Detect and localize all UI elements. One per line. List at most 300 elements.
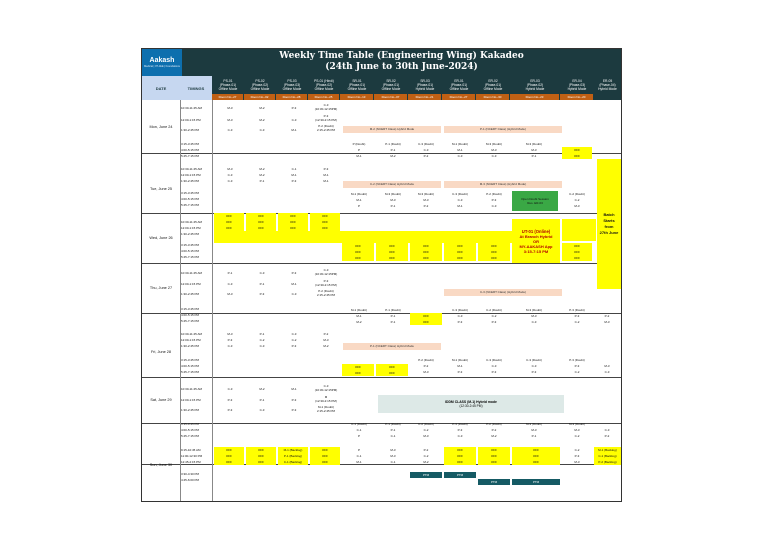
class-cell: M-3	[531, 428, 537, 432]
class-cell: C-3	[457, 434, 463, 438]
ptm-cell: PTM	[478, 479, 510, 485]
class-cell: C-3	[227, 344, 233, 348]
class-cell: P-3	[291, 344, 297, 348]
class-cell: C-2 (Doubt)	[418, 422, 434, 426]
batch-header	[212, 76, 244, 94]
title-banner	[142, 49, 621, 76]
class-cell: C-3 (Doubt)	[526, 358, 542, 362]
class-time: (12:30-2:15 PM)	[315, 118, 337, 122]
class-cell: M-3	[574, 204, 580, 208]
class-cell: M-1	[356, 154, 362, 158]
off-cell: OFF	[214, 447, 244, 453]
class-time: (10:30-12:15PM)	[314, 107, 338, 111]
class-cell: C-2	[291, 338, 297, 342]
time-slot: 10:30-11:45 AM	[181, 167, 202, 171]
class-cell: P-1	[259, 282, 265, 286]
off-cell: OFF	[478, 249, 510, 255]
backlog-cell: P-2 (Backlog)	[594, 459, 621, 465]
time-slot: 12:00-1:15 PM	[181, 338, 201, 342]
class-cell: C-2	[574, 320, 580, 324]
class-cell: P-3	[291, 271, 297, 275]
time-slot: 3:15-3:45 PM	[181, 358, 200, 362]
batch-header	[408, 76, 442, 94]
class-cell: M-1	[291, 387, 297, 391]
room-number: Room No.-21	[408, 94, 441, 100]
class-cell: P-3	[491, 370, 497, 374]
time-slot: 12:00-1:15 PM	[181, 282, 201, 286]
off-cell: OFF	[310, 453, 340, 459]
day-label: Sat, June 29	[150, 398, 172, 402]
class-cell: C-3	[604, 428, 610, 432]
class-cell: M-3	[390, 448, 396, 452]
time-slot: 3:15-3:45 PM	[181, 191, 200, 195]
class-cell: P-2 (Doubt)	[486, 422, 502, 426]
time-slot: 3:15-3:45 PM	[181, 422, 200, 426]
off-cell: OFF	[278, 225, 308, 231]
batch-header-name: ER-04	[572, 79, 582, 83]
time-slot: 10:30-11:45 AM	[181, 387, 202, 391]
batch-header-phase: (Phase-01)	[484, 83, 502, 87]
batch-header-mode: Offline Mode	[282, 87, 302, 91]
class-cell: M-3	[531, 314, 537, 318]
class-cell: C-3 (Doubt)	[452, 308, 468, 312]
class-cell: M-2	[491, 434, 497, 438]
class-cell: C-3	[531, 320, 537, 324]
time-slot: 4:00-5:15 PM	[181, 428, 200, 432]
class-cell: M-1	[457, 364, 463, 368]
class-cell: P	[357, 148, 360, 152]
class-cell: M-3	[531, 148, 537, 152]
class-cell: M-3 (Doubt)	[525, 142, 542, 146]
batch-header-phase: (Phase-01)	[416, 83, 434, 87]
time-slot: 1:30-2:45 PM	[181, 232, 200, 236]
room-number: Room No.-13	[340, 94, 373, 100]
class-cell: M-1 (Doubt)	[317, 405, 334, 409]
class-cell: C-2 (Doubt)	[486, 308, 502, 312]
class-cell: C-1	[356, 454, 362, 458]
batch-header-phase: (Phase-02)	[315, 83, 333, 87]
class-cell: M-3	[423, 434, 429, 438]
ncert-class: C-2 (NCERT Class) Hybrid Mode	[343, 181, 441, 188]
iddm-title: IDDM CLASS (M-1) Hybrid mode	[445, 400, 497, 404]
class-cell: M-3	[390, 198, 396, 202]
class-cell: P-1	[390, 314, 396, 318]
off-cell: OFF	[512, 453, 560, 459]
class-cell: P-2	[423, 154, 429, 158]
batch-header	[594, 76, 621, 94]
time-slot: 5:45-7:15 PM	[181, 434, 200, 438]
class-cell: P-3	[227, 338, 233, 342]
class-cell: M-3	[323, 338, 329, 342]
class-cell: M-3	[227, 332, 233, 336]
batch-start-note	[597, 159, 621, 289]
batch-header-phase: (Phase-03)	[568, 83, 586, 87]
class-cell: P-2 (Doubt)	[418, 358, 434, 362]
off-cell: OFF	[410, 319, 442, 325]
unit-test-time: 3:15-7:15 PM	[523, 248, 549, 254]
class-cell: C-3	[457, 198, 463, 202]
room-number: Room No.-27	[212, 94, 243, 100]
class-cell: C-2	[574, 370, 580, 374]
batch-note-line: 27th June	[599, 230, 619, 235]
ncert-class: P-1 (NCERT Class) (Hybrid Mode)	[444, 126, 562, 133]
open-doubt-title: Open Doubt Session	[521, 197, 549, 201]
class-cell: M-1	[356, 198, 362, 202]
off-cell: OFF	[342, 243, 374, 249]
class-cell: C-3	[227, 128, 233, 132]
class-cell: C-2	[574, 448, 580, 452]
class-cell: P-2	[604, 314, 610, 318]
class-cell: C-2	[491, 314, 497, 318]
logo-subtext: Medical | IIT-JEE | Foundations	[144, 65, 180, 68]
unit-test-line: OR	[533, 238, 539, 244]
batch-note-line: Starts	[603, 218, 615, 223]
class-cell: M-1	[291, 128, 297, 132]
batch-header-mode: Offline Mode	[314, 87, 334, 91]
class-cell: C-3	[423, 148, 429, 152]
off-cell: OFF	[376, 364, 408, 370]
logo-text: Aakash	[149, 57, 175, 64]
batch-note-line: from	[604, 224, 614, 229]
off-cell: OFF	[444, 459, 476, 465]
off-cell: OFF	[214, 219, 244, 225]
off-cell: OFF	[444, 447, 476, 453]
class-cell: M-2	[423, 460, 429, 464]
day-label: Thu, June 27	[149, 286, 173, 290]
class-cell: C-2	[423, 454, 429, 458]
class-cell: P-3	[259, 292, 265, 296]
batch-header-phase: (Phase-01)	[219, 83, 237, 87]
class-cell: C-3 (Doubt)	[418, 142, 434, 146]
batch-header-mode: Hybrid Mode	[525, 87, 545, 91]
class-cell: P-3	[227, 408, 233, 412]
day-label: Mon, June 24	[149, 124, 173, 129]
off-cell: OFF	[478, 255, 510, 261]
class-cell: C-2	[574, 434, 580, 438]
class-cell: P-3	[491, 198, 497, 202]
class-cell: C-3	[491, 154, 497, 158]
class-cell: P-1	[531, 434, 537, 438]
off-cell: OFF	[376, 255, 408, 261]
class-cell: P-1	[227, 271, 233, 275]
class-cell: P-3	[291, 408, 297, 412]
class-cell: C-3	[227, 387, 233, 391]
batch-header	[374, 76, 408, 94]
class-cell: M-3 (Doubt)	[485, 142, 502, 146]
class-cell: P-1	[259, 332, 265, 336]
class-cell: M-1	[356, 460, 362, 464]
time-slot: 4:00-5:15 PM	[181, 249, 200, 253]
batch-header-phase: (Phase-01)	[382, 83, 400, 87]
time-slot: 5:45-7:15 PM	[181, 203, 200, 207]
class-cell: M-2	[259, 118, 265, 122]
class-cell: C-3 (Doubt)	[452, 192, 468, 196]
batch-header-name: PS-01 (Hindi)	[314, 79, 334, 83]
batch-header	[276, 76, 308, 94]
off-cell: OFF	[444, 243, 476, 249]
class-cell: P-1	[390, 148, 396, 152]
class-cell: M-2	[259, 387, 265, 391]
batch-header-mode: Offline Mode	[483, 87, 503, 91]
class-cell: P-1	[259, 398, 265, 402]
ptm-cell: PTM	[410, 472, 442, 478]
off-cell: OFF	[246, 219, 276, 225]
batch-header-phase: (Phase-04)	[599, 83, 616, 87]
batch-header-mode: Offline Mode	[449, 87, 469, 91]
class-cell: C-3	[291, 292, 297, 296]
time-slot: 10:30-11:45 AM	[181, 271, 202, 275]
class-cell: C-2	[574, 198, 580, 202]
time-slot: 1:30-2:45 PM	[181, 179, 200, 183]
open-doubt-session	[512, 191, 558, 211]
class-time: 2:15-2:45 PM	[316, 293, 335, 297]
class-cell: C-3	[531, 364, 537, 368]
off-cell: OFF	[410, 243, 442, 249]
off-cell: OFF	[444, 249, 476, 255]
class-cell: C-3	[259, 128, 265, 132]
time-slot: 4:00-5:15 PM	[181, 148, 200, 152]
class-cell: P-3 (Doubt)	[452, 422, 468, 426]
class-cell: C-1	[356, 428, 362, 432]
unit-test-line: At Branch Hybrid	[519, 233, 553, 239]
class-cell: M-1	[291, 282, 297, 286]
ncert-class: P-1 (NCERT Class) Hybrid Mode	[343, 343, 441, 350]
class-cell: C-3	[491, 364, 497, 368]
timetable-sheet	[142, 49, 621, 501]
class-cell: P-3	[291, 179, 297, 183]
time-slot: 3:15-3:45 PM	[181, 307, 200, 311]
page-title: Weekly Time Table (Engineering Wing) Kakadeo	[279, 51, 524, 61]
batch-header	[442, 76, 476, 94]
batch-header-mode: Hybrid Mode	[598, 87, 617, 91]
ptm-cell: PTM	[512, 479, 560, 485]
off-cell: OFF	[376, 249, 408, 255]
class-cell: C-3	[259, 408, 265, 412]
off-cell: OFF	[562, 255, 592, 261]
off-cell: OFF	[512, 447, 560, 453]
class-cell: P-3	[491, 320, 497, 324]
class-cell: P	[357, 448, 360, 452]
batch-header	[476, 76, 510, 94]
time-slot: 5:45-7:15 PM	[181, 370, 200, 374]
class-cell: M-3	[390, 454, 396, 458]
time-slot: 3:15-3:45 PM	[181, 142, 200, 146]
batch-header-mode: Hybrid Mode	[415, 87, 435, 91]
batch-header-mode: Offline Mode	[347, 87, 367, 91]
class-cell: P-3	[531, 370, 537, 374]
time-slot: 5:45-7:15 PM	[181, 255, 200, 259]
off-cell: OFF	[478, 459, 510, 465]
class-cell: C-1	[390, 460, 396, 464]
class-cell: C-1	[390, 434, 396, 438]
batch-header	[560, 76, 594, 94]
time-slot: 4:45-6:00 PM	[181, 478, 200, 482]
class-cell: C-3	[291, 118, 297, 122]
off-cell: OFF	[410, 255, 442, 261]
page-subtitle: (24th June to 30th June-2024)	[325, 62, 478, 72]
ncert-class: M-3 (NCERT Class) (Hybrid Mode)	[444, 181, 562, 188]
class-cell: P-3	[291, 106, 297, 110]
class-cell: P-3 (Doubt)	[569, 308, 585, 312]
class-cell: P-2	[423, 364, 429, 368]
class-cell: P-2	[604, 434, 610, 438]
backlog-cell: C-1 (Backlog)	[594, 453, 621, 459]
open-doubt-batch: Res. ER-03	[527, 201, 543, 205]
off-cell: OFF	[310, 213, 340, 219]
class-cell: M-1	[323, 173, 329, 177]
batch-header	[308, 76, 340, 94]
class-cell: M-2	[259, 173, 265, 177]
class-cell: M-1	[291, 173, 297, 177]
room-number: Room No.-07	[374, 94, 407, 100]
class-cell: M-3	[423, 198, 429, 202]
time-slot: 10:30-11:45 AM	[181, 332, 202, 336]
class-cell: M-3	[227, 106, 233, 110]
unit-test-title: UT-01 (Online)	[521, 228, 551, 234]
time-slot: 12:00-1:15 PM	[181, 173, 201, 177]
class-cell: P-1 (Doubt)	[385, 142, 401, 146]
backlog-cell: M-1 (Backlog)	[278, 447, 308, 453]
class-cell: P-2 (Doubt)	[318, 289, 334, 293]
off-cell: OFF	[214, 459, 244, 465]
time-slot: 5:45-7:15 PM	[181, 319, 200, 323]
day-label: Wed, June 26	[149, 236, 173, 240]
class-cell: P-3	[323, 279, 329, 283]
class-cell: M-1 (Doubt)	[451, 358, 468, 362]
ncert-class: C-3 (NCERT Class) (Hybrid Mode)	[444, 289, 562, 296]
off-cell: OFF	[214, 225, 244, 231]
class-cell: M-2	[259, 167, 265, 171]
time-slot: 12:45-2:15 PM	[181, 460, 201, 464]
time-slot: 12:00-1:15 PM	[181, 226, 201, 230]
off-cell: OFF	[310, 219, 340, 225]
day-label: Sun, June 30	[149, 463, 173, 467]
batch-header-phase: (Phase-01)	[348, 83, 366, 87]
off-cell: OFF	[214, 453, 244, 459]
class-time: (10:30-12:15PM)	[314, 388, 338, 392]
batch-header-mode: Hybrid Mode	[567, 87, 587, 91]
class-cell: M-1	[323, 179, 329, 183]
class-cell: C-3	[323, 384, 329, 388]
batch-header	[510, 76, 560, 94]
class-cell: M-3	[227, 118, 233, 122]
class-cell: M-3 (Doubt)	[525, 422, 542, 426]
class-cell: C-3	[227, 282, 233, 286]
room-number: Room No.-27	[442, 94, 475, 100]
ptm-cell: PTM	[444, 472, 476, 478]
time-slot: 3:15-3:45 PM	[181, 243, 200, 247]
batch-header-phase: (Phase-01)	[450, 83, 468, 87]
room-number: Room No.-30	[476, 94, 509, 100]
ncert-class: M-2 (NCERT Class) Hybrid Mode	[343, 126, 441, 133]
off-cell: OFF	[562, 147, 592, 153]
class-cell: M-3	[574, 428, 580, 432]
off-cell: OFF	[310, 459, 340, 465]
time-slot: 4:00-5:15 PM	[181, 313, 200, 317]
batch-header-name: SR-01	[352, 79, 362, 83]
class-cell: M-1	[356, 314, 362, 318]
class-cell: M-2	[356, 320, 362, 324]
class-cell: C-3	[259, 344, 265, 348]
backlog-cell: P-1 (Backlog)	[278, 453, 308, 459]
class-cell: P-2	[323, 332, 329, 336]
class-cell: P-2 (Doubt)	[318, 124, 334, 128]
off-cell: OFF	[278, 213, 308, 219]
class-time: (12:30-2:15 PM)	[315, 283, 337, 287]
class-cell: P	[357, 434, 360, 438]
off-cell: OFF	[278, 219, 308, 225]
class-cell: P-3	[323, 114, 329, 118]
class-cell: C-2	[423, 428, 429, 432]
time-slot: 1:30-2:45 PM	[181, 344, 200, 348]
class-cell: M-3	[227, 167, 233, 171]
batch-header-name: PS-02	[255, 79, 265, 83]
class-cell: C-2 (Doubt)	[569, 192, 585, 196]
class-cell: C-1	[291, 167, 297, 171]
off-cell: OFF	[478, 447, 510, 453]
off-cell: OFF	[562, 249, 592, 255]
unit-test-block	[512, 219, 560, 263]
class-cell: M-3	[227, 292, 233, 296]
class-cell: P (Doubt)	[352, 142, 366, 146]
class-time: (10:30-12:15PM)	[314, 272, 338, 276]
room-number: Room No.-02	[244, 94, 275, 100]
off-cell: OFF	[410, 313, 442, 319]
class-cell: C-3	[457, 314, 463, 318]
batch-header-mode: Offline Mode	[218, 87, 238, 91]
aakash-logo	[142, 49, 182, 76]
class-cell: M-3	[574, 460, 580, 464]
room-number: Room No.-23	[510, 94, 559, 100]
backlog-cell: M-1 (Backlog)	[594, 447, 621, 453]
time-slot: 1:30-2:45 PM	[181, 292, 200, 296]
class-cell: M-3	[423, 370, 429, 374]
class-cell: C-1 (Doubt)	[351, 422, 367, 426]
iddm-time: (12:30-2:45 PM)	[459, 404, 483, 408]
batch-header-name: SR-03	[420, 79, 430, 83]
class-cell: M-2	[259, 106, 265, 110]
off-cell: OFF	[246, 225, 276, 231]
class-cell: M-2	[390, 154, 396, 158]
batch-note-line: Batch	[603, 212, 615, 217]
time-slot: 4:00-5:15 PM	[181, 364, 200, 368]
time-slot: 9:15-10:45 AM	[181, 448, 201, 452]
backlog-cell: C-1 (Backlog)	[278, 459, 308, 465]
day-label: Fri, June 28	[150, 350, 172, 354]
class-cell: P-1	[390, 204, 396, 208]
time-slot: 12:00-1:15 PM	[181, 118, 201, 122]
time-slot: 11:00-12:30 PM	[181, 454, 203, 458]
class-cell: M-1 (Doubt)	[451, 142, 468, 146]
class-cell: P-3	[457, 428, 463, 432]
batch-header-mode: Offline Mode	[381, 87, 401, 91]
off-cell: OFF	[512, 459, 560, 465]
time-slot: 3:30-4:30 PM	[181, 472, 200, 476]
class-cell: C-3	[491, 204, 497, 208]
class-cell: P-1 (Doubt)	[385, 308, 401, 312]
day-label: Tue, June 25	[149, 187, 173, 191]
unit-test-line: MY-AAKASH App	[519, 243, 553, 249]
class-cell: M-1	[457, 204, 463, 208]
room-number: Room No.-25	[308, 94, 339, 100]
class-cell: M-1	[457, 148, 463, 152]
class-cell: P-3	[323, 167, 329, 171]
off-cell: OFF	[444, 453, 476, 459]
class-cell: C-3 (Doubt)	[486, 358, 502, 362]
class-cell: C-3	[227, 179, 233, 183]
class-cell: C-3	[323, 268, 329, 272]
time-slot: 1:30-2:45 PM	[181, 128, 200, 132]
